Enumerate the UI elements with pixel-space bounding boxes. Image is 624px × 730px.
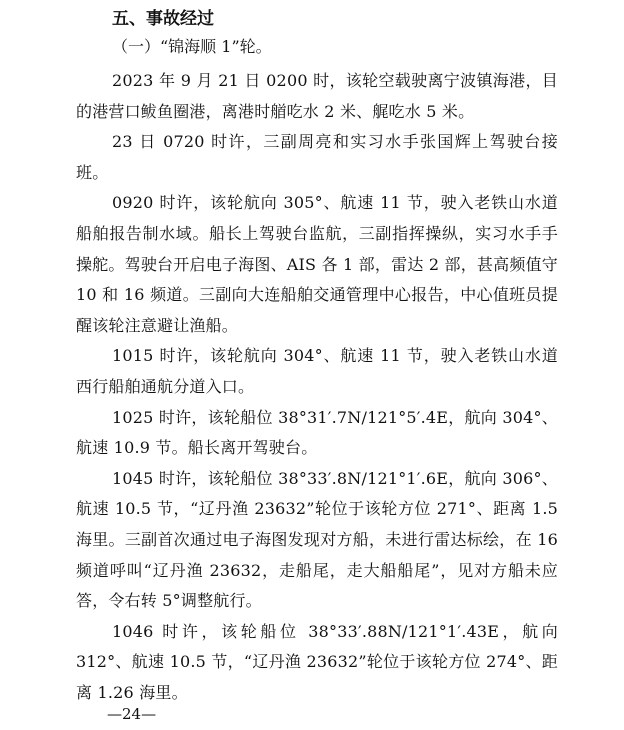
paragraph-0920: 0920 时许，该轮航向 305°、航速 11 节，驶入老铁山水道船舶报告制水域。船长上驾驶台监航，三副指挥操纵，实习水手手操舵。驾驶台开启电子海图、AIS 各 1 部，雷达 2 部，甚高频值守 10 和 16 频道。三副向大连船舶交通管理中心报告，中心值班员提醒该轮注意避让渔船。 [76,193,558,335]
paragraph-1015: 1015 时许，该轮航向 304°、航速 11 节，驶入老铁山水道西行船舶通航分道入口。 [76,346,558,396]
section-title: 五、事故经过 [112,9,214,29]
paragraph-departure: 2023 年 9 月 21 日 0200 时，该轮空载驶离宁波镇海港，目的港营口鲅鱼圈港，离港时艏吃水 2 米、艉吃水 5 米。 [76,71,558,121]
paragraph-1046: 1046 时许，该轮船位 38°33′.88N/121°1′.43E，航向 312°、航速 10.5 节，“辽丹渔 23632”轮位于该轮方位 274°、距离 1.26 海里。 [76,621,558,702]
paragraph-1045: 1045 时许，该轮船位 38°33′.8N/121°1′.6E，航向 306°、航速 10.5 节，“辽丹渔 23632”轮位于该轮方位 271°、距离 1.5 海里。三副首次通过电子海图发现对方船，未进行雷达标绘，在 16 频道呼叫“辽丹渔 23632，走船尾，走大船船尾”，见对方船未应答，令右转 5°调整航行。 [76,468,558,611]
subsection-title: （一）“锦海顺 1”轮。 [112,37,272,56]
paragraph-watch-handover: 23 日 0720 时许，三副周亮和实习水手张国辉上驾驶台接班。 [76,132,558,182]
body-text [76,66,558,708]
paragraph-1025: 1025 时许，该轮船位 38°31′.7N/121°5′.4E，航向 304°、航速 10.9 节。船长离开驾驶台。 [76,407,558,458]
page-number: —24— [107,705,157,723]
